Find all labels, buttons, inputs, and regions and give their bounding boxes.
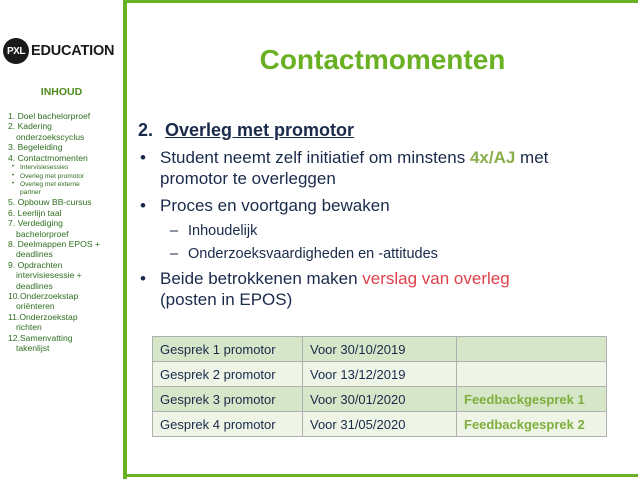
toc-item-2[interactable]: 2. Kadering onderzoekscyclus bbox=[8, 121, 85, 142]
section-number: 2. bbox=[138, 120, 154, 140]
toc-item-6[interactable]: 6. Leerlijn taal bbox=[8, 207, 62, 218]
toc-item-1[interactable]: 1. Doel bachelorproef bbox=[8, 111, 91, 121]
toc-item-9[interactable]: 9. Opdrachten intervisiesessie + deadlines bbox=[8, 259, 82, 291]
logo-mark: PXL bbox=[3, 38, 29, 64]
gesprek-cell: Gesprek 3 promotor bbox=[153, 387, 303, 412]
subbullet-content: – Inhoudelijk bbox=[140, 222, 620, 240]
toc-item-12[interactable]: 12.Samenvatting takenlijst bbox=[8, 332, 73, 354]
bullet-report: • Beide betrokkenen maken verslag van overleg (posten in EPOS) bbox=[140, 268, 620, 310]
gesprek-cell: Gesprek 4 promotor bbox=[153, 412, 303, 437]
bullet-list bbox=[140, 147, 620, 316]
section-title: Overleg met promotor bbox=[165, 120, 355, 140]
toc-sub-overleg-externe-partner[interactable]: • Overleg met externe partner bbox=[8, 181, 120, 196]
toc-sub-overleg-promotor[interactable]: • Overleg met promotor bbox=[8, 173, 120, 181]
slide-title: Contactmomenten bbox=[259, 44, 506, 75]
schedule-table bbox=[152, 336, 607, 437]
logo-text: EDUCATION bbox=[31, 43, 115, 59]
table-row bbox=[153, 362, 607, 387]
bullet-initiative: • Student neemt zelf initiatief om minstens 4x/AJ met promotor te overleggen bbox=[140, 147, 620, 189]
datum-cell: Voor 31/05/2020 bbox=[303, 412, 457, 437]
toc-item-7[interactable]: 7. Verdediging bachelorproef bbox=[8, 218, 69, 239]
gesprek-cell: Gesprek 1 promotor bbox=[153, 337, 303, 362]
empty-cell bbox=[457, 362, 607, 387]
datum-cell: Voor 30/01/2020 bbox=[303, 387, 457, 412]
datum-cell: Voor 30/10/2019 bbox=[303, 337, 457, 362]
table-row bbox=[153, 337, 607, 362]
toc-item-11[interactable]: 11.Onderzoekstap richten bbox=[8, 311, 78, 333]
frame-bottom-line bbox=[126, 474, 638, 477]
feedback-cell: Feedbackgesprek 2 bbox=[457, 412, 607, 437]
toc-sub-intervisiesessies[interactable]: • Intervisiesessies bbox=[8, 164, 120, 172]
datum-cell: Voor 13/12/2019 bbox=[303, 362, 457, 387]
gesprek-cell: Gesprek 2 promotor bbox=[153, 362, 303, 387]
toc-item-4[interactable]: 4. Contactmomenten bbox=[8, 152, 88, 163]
frequency-highlight: 4x/AJ bbox=[469, 148, 516, 167]
section-heading bbox=[138, 120, 354, 141]
bullet-process: • Proces en voortgang bewaken bbox=[140, 195, 620, 216]
subbullet-skills: – Onderzoeksvaardigheden en -attitudes bbox=[140, 245, 620, 263]
pxl-education-logo bbox=[3, 38, 114, 64]
feedback-cell: Feedbackgesprek 1 bbox=[457, 387, 607, 412]
empty-cell bbox=[457, 337, 607, 362]
table-row bbox=[153, 387, 607, 412]
report-highlight: verslag van overleg bbox=[362, 269, 510, 288]
table-row bbox=[153, 412, 607, 437]
table-of-contents bbox=[8, 111, 120, 354]
toc-item-5[interactable]: 5. Opbouw BB-cursus bbox=[8, 197, 92, 208]
toc-item-10[interactable]: 10.Onderzoekstap oriënteren bbox=[8, 291, 79, 312]
toc-item-3[interactable]: 3. Begeleiding bbox=[8, 142, 63, 153]
toc-item-8[interactable]: 8. Deelmappen EPOS + deadlines bbox=[8, 239, 100, 260]
frame-top-line bbox=[126, 0, 638, 3]
sidebar-heading: INHOUD bbox=[40, 86, 83, 98]
